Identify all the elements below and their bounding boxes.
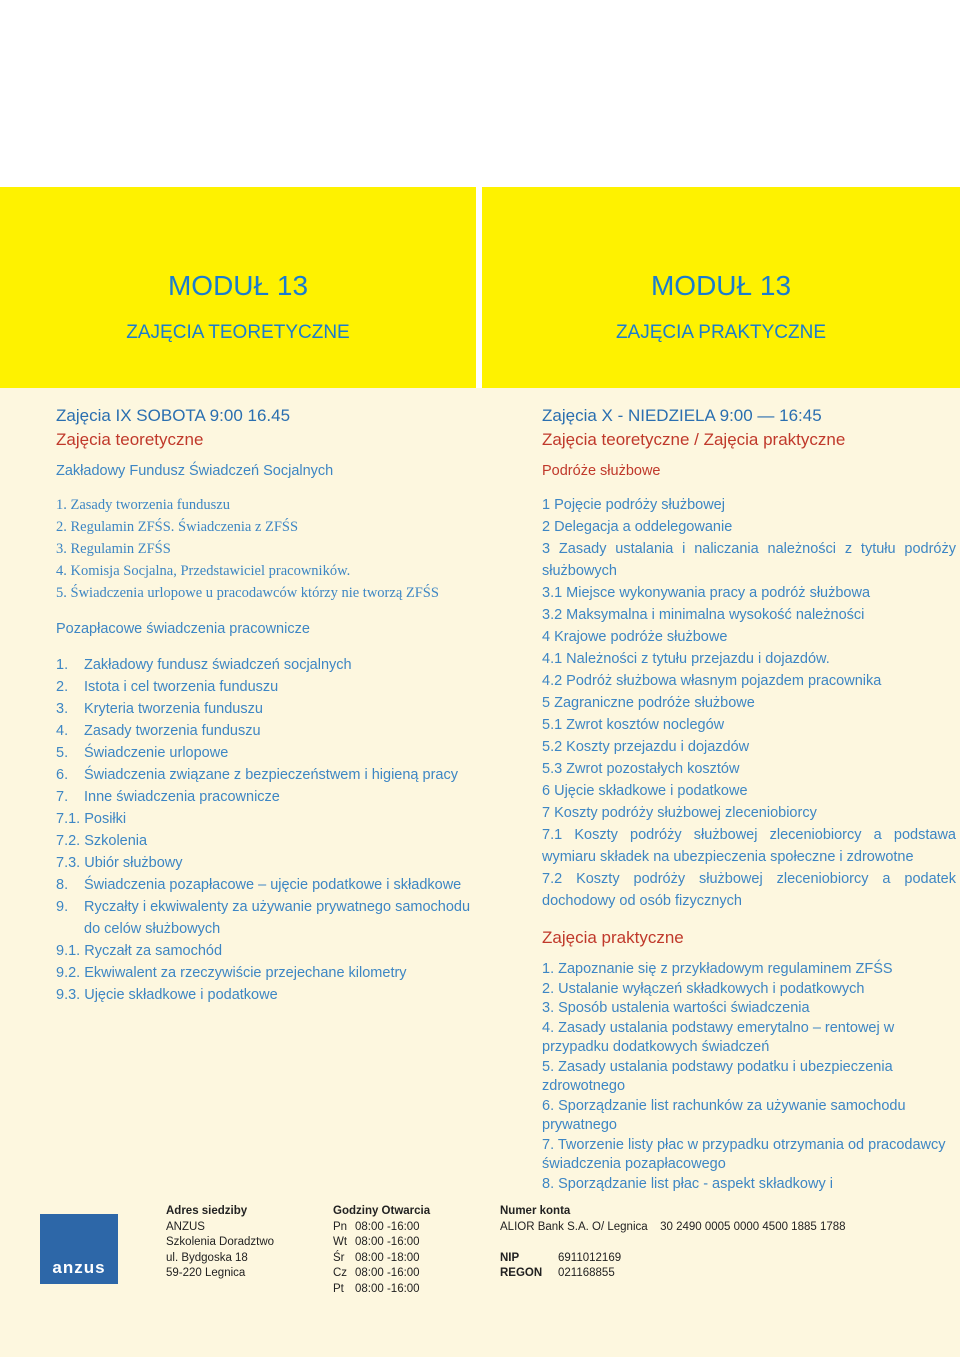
list-item: 5.2 Koszty przejazdu i dojazdów xyxy=(542,739,750,755)
list-item: 5. Świadczenia urlopowe u pracodawców którzy nie tworzą ZFŚS xyxy=(56,585,439,601)
left-list-zfss xyxy=(56,494,476,604)
regon-label: REGON xyxy=(500,1267,543,1279)
list-item: 2. Istota i cel tworzenia funduszu xyxy=(56,679,279,695)
list-item: 2. Regulamin ZFŚS. Świadczenia z ZFŚS xyxy=(56,519,299,535)
list-item: 9. Ryczałty i ekwiwalenty za używanie prywatnego samochodu xyxy=(56,899,471,915)
list-item: 4. Komisja Socjalna, Przedstawiciel pracowników. xyxy=(56,563,351,579)
list-item: 1. Zakładowy fundusz świadczeń socjalnych xyxy=(56,657,352,673)
left-column xyxy=(56,404,476,1006)
right-module-subtitle: ZAJĘCIA PRAKTYCZNE xyxy=(615,322,827,343)
right-session-type: Zajęcia teoretyczne / Zajęcia praktyczne xyxy=(542,430,846,449)
list-item: 7. Inne świadczenia pracownicze xyxy=(56,789,280,805)
list-item: 6. Sporządzanie list rachunków za używanie samochodu prywatnego xyxy=(542,1097,906,1133)
list-item: 7 Koszty podróży służbowej zleceniobiorcy xyxy=(542,805,817,821)
list-item: 7.2 Koszty podróży służbowej zleceniobiorcy a podatek dochodowy od osób fizycznych xyxy=(542,871,956,909)
list-item: 5. Świadczenie urlopowe xyxy=(56,745,229,761)
list-item: 6 Ujęcie składkowe i podatkowe xyxy=(542,783,748,799)
right-session-title: Zajęcia X - NIEDZIELA 9:00 — 16:45 xyxy=(542,406,822,425)
list-item: 4.2 Podróż służbowa własnym pojazdem pracownika xyxy=(542,673,882,689)
left-list-benefits xyxy=(56,654,476,1006)
list-item: 1. Zapoznanie się z przykładowym regulaminem ZFŚS xyxy=(542,961,893,977)
nip-value: 6911012169 xyxy=(558,1251,622,1264)
list-item: 9.3. Ujęcie składkowe i podatkowe xyxy=(56,987,278,1003)
right-list-practical xyxy=(542,960,956,1194)
footer-account xyxy=(500,1204,950,1282)
right-topic-travel: Podróże służbowe xyxy=(542,463,661,479)
footer-hours: Godziny Otwarcia Pn 08:00 -16:00 Wt 08:00 -16:00 Śr 08:00 -18:00 Cz 08:00 -16:00 Pt 08:00 -16:00 xyxy=(333,1205,431,1295)
footer-address xyxy=(166,1204,274,1282)
list-item: 4. Zasady tworzenia funduszu xyxy=(56,723,261,739)
right-module-title: MODUŁ 13 xyxy=(650,270,792,301)
top-margin xyxy=(0,0,960,187)
left-session-title: Zajęcia IX SOBOTA 9:00 16.45 xyxy=(56,406,291,425)
left-module-title: MODUŁ 13 xyxy=(167,270,309,301)
list-item: 5.1 Zwrot kosztów noclegów xyxy=(542,717,725,733)
nip-label: NIP xyxy=(500,1251,520,1264)
list-item: 7.1 Koszty podróży służbowej zleceniobiorcy a podstawa wymiaru składek na ubezpieczenia społeczne i zdrowotne xyxy=(542,827,956,865)
list-item: 4 Krajowe podróże służbowe xyxy=(542,629,728,645)
list-item: 3. Sposób ustalenia wartości świadczenia xyxy=(542,1000,810,1016)
left-topic-benefits: Pozapłacowe świadczenia pracownicze xyxy=(56,621,310,637)
list-item: 3 Zasady ustalania i naliczania należności z tytułu podróży służbowych xyxy=(542,541,956,579)
list-item: 3.1 Miejsce wykonywania pracy a podróż służbowa xyxy=(542,585,871,601)
list-item: 1. Zasady tworzenia funduszu xyxy=(56,497,230,513)
list-item: 8. Sporządzanie list płac - aspekt składkowy i xyxy=(542,1175,833,1192)
list-item: 6. Świadczenia związane z bezpieczeństwem i higieną pracy xyxy=(56,767,458,783)
address-line: ANZUS xyxy=(166,1220,205,1233)
bank-name: ALIOR Bank S.A. O/ Legnica xyxy=(500,1220,648,1233)
list-item: 3.2 Maksymalna i minimalna wysokość należności xyxy=(542,607,865,623)
list-item: 9.2. Ekwiwalent za rzeczywiście przejechane kilometry xyxy=(56,965,407,981)
list-item: do celów służbowych xyxy=(84,921,221,937)
list-item: 5.3 Zwrot pozostałych kosztów xyxy=(542,761,740,777)
left-topic-zfss: Zakładowy Fundusz Świadczeń Socjalnych xyxy=(56,463,334,479)
list-item: 1 Pojęcie podróży służbowej xyxy=(542,497,725,513)
list-item: 7.1. Posiłki xyxy=(56,811,127,827)
list-item: 3. Regulamin ZFŚS xyxy=(56,541,171,557)
right-topic-practical: Zajęcia praktyczne xyxy=(542,928,684,947)
account-number: 30 2490 0005 0000 4500 1885 1788 xyxy=(660,1220,846,1233)
hours-label: Godziny Otwarcia xyxy=(333,1205,431,1217)
list-item: 5 Zagraniczne podróże służbowe xyxy=(542,695,755,711)
left-session-type: Zajęcia teoretyczne xyxy=(56,430,204,449)
list-item: 7. Tworzenie listy płac w przypadku otrzymania od pracodawcy świadczenia pozapłacowego xyxy=(542,1136,946,1172)
left-module-subtitle: ZAJĘCIA TEORETYCZNE xyxy=(126,322,350,343)
list-item: 9.1. Ryczałt za samochód xyxy=(56,943,223,959)
address-line: Szkolenia Doradztwo xyxy=(166,1236,275,1248)
list-item: 4.1 Należności z tytułu przejazdu i dojazdów. xyxy=(542,651,830,667)
right-column xyxy=(542,404,956,1194)
address-line: 59-220 Legnica xyxy=(166,1267,246,1279)
list-item: 8. Świadczenia pozapłacowe – ujęcie podatkowe i składkowe xyxy=(56,877,462,893)
list-item: 7.2. Szkolenia xyxy=(56,833,148,849)
list-item: 7.3. Ubiór służbowy xyxy=(56,855,183,871)
account-label: Numer konta xyxy=(500,1205,571,1217)
regon-value: 021168855 xyxy=(558,1267,615,1279)
list-item: 2. Ustalanie wyłączeń składkowych i podatkowych xyxy=(542,980,865,997)
list-item: 4. Zasady ustalania podstawy emerytalno – rentowej w przypadku dodatkowych świadczeń xyxy=(542,1019,895,1055)
right-list-travel xyxy=(542,494,956,912)
list-item: 3. Kryteria tworzenia funduszu xyxy=(56,701,263,717)
address-label: Adres siedziby xyxy=(166,1205,248,1217)
list-item: 5. Zasady ustalania podstawy podatku i ubezpieczenia zdrowotnego xyxy=(542,1058,893,1094)
anzus-logo: anzus xyxy=(40,1214,118,1284)
address-line: ul. Bydgoska 18 xyxy=(166,1251,248,1264)
list-item: 2 Delegacja a oddelegowanie xyxy=(542,519,733,535)
